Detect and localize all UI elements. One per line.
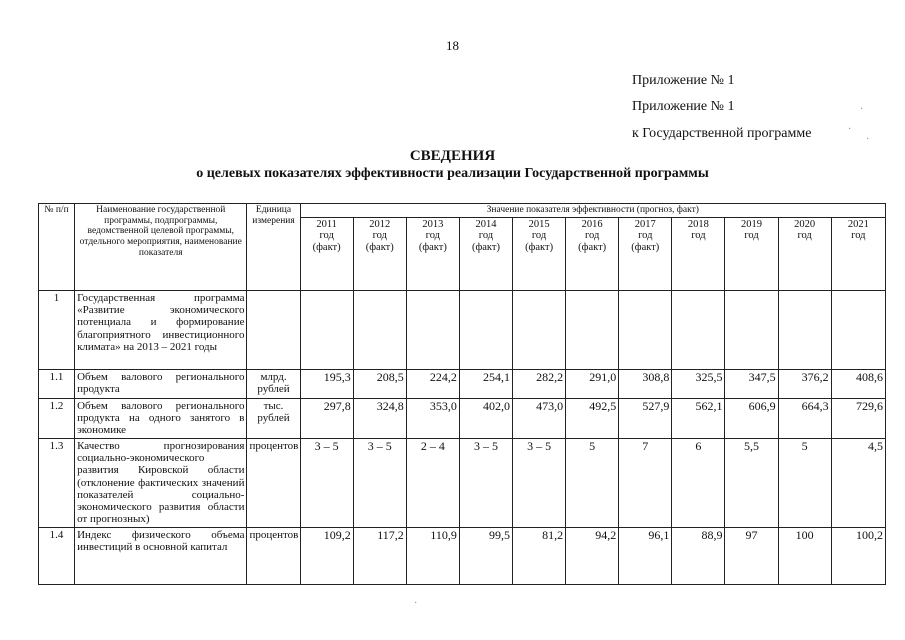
header-num: № п/п — [39, 204, 75, 291]
header-year: 2013 год (факт) — [406, 217, 459, 290]
header-year: 2016 год (факт) — [566, 217, 619, 290]
header-year: 2014 год (факт) — [459, 217, 512, 290]
header-year: 2015 год (факт) — [513, 217, 566, 290]
row-value: 97 — [725, 527, 778, 584]
row-value: 282,2 — [513, 369, 566, 398]
row-value — [459, 290, 512, 369]
document-subtitle: о целевых показателях эффективности реализации Государственной программы — [196, 166, 709, 181]
row-value — [619, 290, 672, 369]
row-value: 402,0 — [459, 398, 512, 438]
scan-speckle: · — [848, 124, 852, 135]
row-unit: процентов — [247, 527, 300, 584]
document-title: СВЕДЕНИЯ — [409, 148, 496, 164]
row-value — [513, 290, 566, 369]
row-value: 96,1 — [619, 527, 672, 584]
row-value — [672, 290, 725, 369]
table-row — [39, 290, 886, 369]
row-unit: млрд. рублей — [247, 369, 300, 398]
scan-speckle: · — [860, 104, 864, 115]
scan-speckle: · — [866, 134, 870, 145]
header-year: 2018 год — [672, 217, 725, 290]
row-value: 109,2 — [300, 527, 353, 584]
table-row — [39, 398, 886, 438]
row-value: 729,6 — [831, 398, 885, 438]
header-year: 2017 год (факт) — [619, 217, 672, 290]
row-value: 3 – 5 — [353, 438, 406, 527]
row-value: 99,5 — [459, 527, 512, 584]
row-name: Качество прогнозирования социально-экономического развития Кировской области (отклонение фактических значений показателей социально-экономического развития области от прогнозных) — [75, 438, 247, 527]
row-value: 291,0 — [566, 369, 619, 398]
row-num: 1 — [39, 290, 75, 369]
row-value: 492,5 — [566, 398, 619, 438]
row-value: 100 — [778, 527, 831, 584]
appendix-line-1: Приложение № 1 — [632, 73, 735, 88]
row-value: 254,1 — [459, 369, 512, 398]
row-value: 562,1 — [672, 398, 725, 438]
row-value: 3 – 5 — [513, 438, 566, 527]
row-value: 606,9 — [725, 398, 778, 438]
row-value: 5,5 — [725, 438, 778, 527]
row-value — [778, 290, 831, 369]
row-value: 3 – 5 — [300, 438, 353, 527]
row-value: 110,9 — [406, 527, 459, 584]
indicators-table — [38, 203, 886, 585]
row-value: 473,0 — [513, 398, 566, 438]
row-num: 1.4 — [39, 527, 75, 584]
row-value: 81,2 — [513, 527, 566, 584]
header-unit: Единица измерения — [247, 204, 300, 291]
row-num: 1.3 — [39, 438, 75, 527]
row-value: 376,2 — [778, 369, 831, 398]
row-unit — [247, 290, 300, 369]
row-value: 88,9 — [672, 527, 725, 584]
scan-speckle: · — [414, 598, 418, 609]
row-value: 353,0 — [406, 398, 459, 438]
row-value: 5 — [778, 438, 831, 527]
header-year: 2021 год — [831, 217, 885, 290]
header-year: 2011 год (факт) — [300, 217, 353, 290]
row-value — [725, 290, 778, 369]
row-value: 195,3 — [300, 369, 353, 398]
header-name: Наименование государственной программы, подпрограммы, ведомственной целевой программы, отдельного мероприятия, наименование показателя — [75, 204, 247, 291]
row-value: 5 — [566, 438, 619, 527]
row-value — [831, 290, 885, 369]
table-row — [39, 438, 886, 527]
row-num: 1.1 — [39, 369, 75, 398]
row-value: 408,6 — [831, 369, 885, 398]
row-value: 324,8 — [353, 398, 406, 438]
row-value: 2 – 4 — [406, 438, 459, 527]
header-year: 2019 год — [725, 217, 778, 290]
row-value: 6 — [672, 438, 725, 527]
row-name: Индекс физического объема инвестиций в основной капитал — [75, 527, 247, 584]
row-value: 3 – 5 — [459, 438, 512, 527]
appendix-line-2: Приложение № 1 — [632, 99, 735, 114]
table-row — [39, 527, 886, 584]
header-year: 2020 год — [778, 217, 831, 290]
row-name: Государственная программа «Развитие экономического потенциала и формирование благоприятного инвестиционного климата» на 2013 – 2021 годы — [75, 290, 247, 369]
header-values-span: Значение показателя эффективности (прогноз, факт) — [300, 204, 885, 218]
row-value: 224,2 — [406, 369, 459, 398]
row-name: Объем валового регионального продукта — [75, 369, 247, 398]
row-value: 308,8 — [619, 369, 672, 398]
page-number: 18 — [446, 38, 459, 53]
row-unit: тыс. рублей — [247, 398, 300, 438]
row-value: 527,9 — [619, 398, 672, 438]
row-num: 1.2 — [39, 398, 75, 438]
row-value: 347,5 — [725, 369, 778, 398]
row-value: 325,5 — [672, 369, 725, 398]
row-value — [353, 290, 406, 369]
appendix-line-3: к Государственной программе — [632, 126, 812, 141]
row-value: 100,2 — [831, 527, 885, 584]
row-value: 297,8 — [300, 398, 353, 438]
row-name: Объем валового регионального продукта на одного занятого в экономике — [75, 398, 247, 438]
row-value — [566, 290, 619, 369]
row-value: 4,5 — [831, 438, 885, 527]
header-year: 2012 год (факт) — [353, 217, 406, 290]
row-value: 7 — [619, 438, 672, 527]
row-value: 94,2 — [566, 527, 619, 584]
row-unit: процентов — [247, 438, 300, 527]
row-value: 208,5 — [353, 369, 406, 398]
row-value — [300, 290, 353, 369]
row-value — [406, 290, 459, 369]
row-value: 664,3 — [778, 398, 831, 438]
row-value: 117,2 — [353, 527, 406, 584]
table-row — [39, 369, 886, 398]
